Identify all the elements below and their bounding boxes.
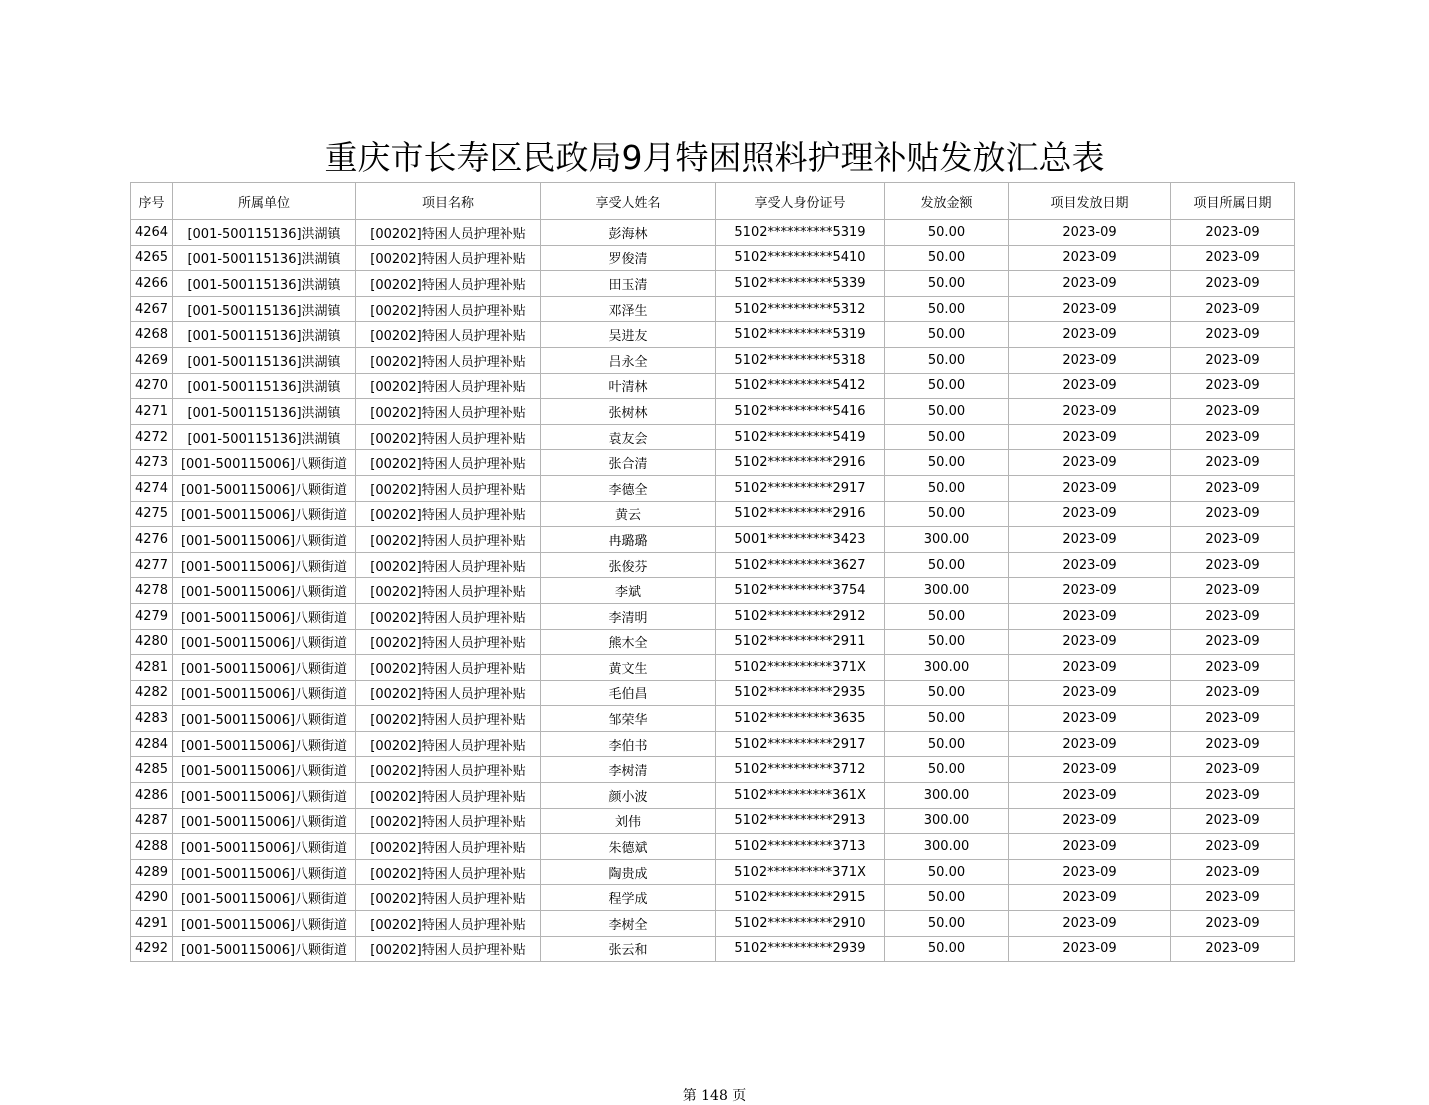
table-row [131, 911, 1295, 937]
cell-period-date: 2023-09 [1171, 578, 1295, 604]
cell-recipient-name: 田玉清 [541, 271, 716, 297]
cell-id-number: 5102**********2917 [716, 475, 885, 501]
cell-issue-date: 2023-09 [1009, 834, 1171, 860]
cell-id-number: 5102**********5410 [716, 245, 885, 271]
cell-issue-date: 2023-09 [1009, 450, 1171, 476]
cell-id-number: 5102**********2916 [716, 450, 885, 476]
cell-seq: 4283 [131, 706, 173, 732]
cell-seq: 4267 [131, 296, 173, 322]
cell-project-name: [00202]特困人员护理补贴 [356, 757, 541, 783]
cell-project-name: [00202]特困人员护理补贴 [356, 552, 541, 578]
cell-project-name: [00202]特困人员护理补贴 [356, 859, 541, 885]
cell-amount: 50.00 [885, 450, 1009, 476]
cell-recipient-name: 张云和 [541, 936, 716, 962]
cell-issue-date: 2023-09 [1009, 706, 1171, 732]
cell-period-date: 2023-09 [1171, 936, 1295, 962]
cell-unit: [001-500115006]八颗街道 [173, 936, 356, 962]
cell-period-date: 2023-09 [1171, 731, 1295, 757]
cell-id-number: 5102**********5312 [716, 296, 885, 322]
cell-seq: 4281 [131, 655, 173, 681]
cell-unit: [001-500115006]八颗街道 [173, 501, 356, 527]
cell-project-name: [00202]特困人员护理补贴 [356, 475, 541, 501]
cell-amount: 50.00 [885, 859, 1009, 885]
cell-unit: [001-500115006]八颗街道 [173, 527, 356, 553]
cell-amount: 50.00 [885, 911, 1009, 937]
cell-project-name: [00202]特困人员护理补贴 [356, 322, 541, 348]
cell-amount: 50.00 [885, 296, 1009, 322]
cell-amount: 300.00 [885, 527, 1009, 553]
cell-project-name: [00202]特困人员护理补贴 [356, 911, 541, 937]
header-seq: 序号 [131, 183, 173, 220]
cell-seq: 4264 [131, 220, 173, 246]
cell-id-number: 5001**********3423 [716, 527, 885, 553]
table-row [131, 731, 1295, 757]
table-row [131, 322, 1295, 348]
cell-id-number: 5102**********2912 [716, 603, 885, 629]
cell-recipient-name: 李树清 [541, 757, 716, 783]
cell-issue-date: 2023-09 [1009, 655, 1171, 681]
cell-id-number: 5102**********2910 [716, 911, 885, 937]
cell-unit: [001-500115006]八颗街道 [173, 911, 356, 937]
cell-amount: 300.00 [885, 578, 1009, 604]
cell-amount: 50.00 [885, 475, 1009, 501]
cell-unit: [001-500115006]八颗街道 [173, 475, 356, 501]
cell-unit: [001-500115006]八颗街道 [173, 885, 356, 911]
cell-unit: [001-500115136]洪湖镇 [173, 347, 356, 373]
cell-recipient-name: 吕永全 [541, 347, 716, 373]
cell-recipient-name: 李斌 [541, 578, 716, 604]
cell-recipient-name: 朱德斌 [541, 834, 716, 860]
cell-seq: 4287 [131, 808, 173, 834]
cell-seq: 4284 [131, 731, 173, 757]
table-row [131, 885, 1295, 911]
cell-project-name: [00202]特困人员护理补贴 [356, 603, 541, 629]
cell-issue-date: 2023-09 [1009, 220, 1171, 246]
cell-period-date: 2023-09 [1171, 680, 1295, 706]
cell-issue-date: 2023-09 [1009, 783, 1171, 809]
cell-project-name: [00202]特困人员护理补贴 [356, 501, 541, 527]
table-row [131, 603, 1295, 629]
cell-amount: 50.00 [885, 603, 1009, 629]
cell-recipient-name: 邹荣华 [541, 706, 716, 732]
cell-id-number: 5102**********2911 [716, 629, 885, 655]
cell-period-date: 2023-09 [1171, 220, 1295, 246]
cell-recipient-name: 陶贵成 [541, 859, 716, 885]
cell-period-date: 2023-09 [1171, 373, 1295, 399]
cell-unit: [001-500115006]八颗街道 [173, 655, 356, 681]
cell-recipient-name: 黄文生 [541, 655, 716, 681]
header-amount: 发放金额 [885, 183, 1009, 220]
table-row [131, 680, 1295, 706]
cell-seq: 4269 [131, 347, 173, 373]
table-row [131, 578, 1295, 604]
cell-seq: 4271 [131, 399, 173, 425]
cell-project-name: [00202]特困人员护理补贴 [356, 271, 541, 297]
cell-issue-date: 2023-09 [1009, 399, 1171, 425]
cell-period-date: 2023-09 [1171, 245, 1295, 271]
cell-seq: 4286 [131, 783, 173, 809]
cell-project-name: [00202]特困人员护理补贴 [356, 783, 541, 809]
cell-unit: [001-500115136]洪湖镇 [173, 271, 356, 297]
cell-seq: 4282 [131, 680, 173, 706]
cell-issue-date: 2023-09 [1009, 629, 1171, 655]
table-row [131, 296, 1295, 322]
cell-recipient-name: 邓泽生 [541, 296, 716, 322]
cell-period-date: 2023-09 [1171, 322, 1295, 348]
cell-unit: [001-500115006]八颗街道 [173, 783, 356, 809]
cell-project-name: [00202]特困人员护理补贴 [356, 424, 541, 450]
cell-period-date: 2023-09 [1171, 757, 1295, 783]
cell-unit: [001-500115006]八颗街道 [173, 757, 356, 783]
cell-id-number: 5102**********2916 [716, 501, 885, 527]
cell-id-number: 5102**********2917 [716, 731, 885, 757]
cell-seq: 4275 [131, 501, 173, 527]
cell-issue-date: 2023-09 [1009, 603, 1171, 629]
cell-id-number: 5102**********3627 [716, 552, 885, 578]
cell-period-date: 2023-09 [1171, 450, 1295, 476]
header-id-number: 享受人身份证号 [716, 183, 885, 220]
cell-recipient-name: 张合清 [541, 450, 716, 476]
cell-seq: 4278 [131, 578, 173, 604]
cell-amount: 50.00 [885, 322, 1009, 348]
table-row [131, 629, 1295, 655]
cell-id-number: 5102**********3713 [716, 834, 885, 860]
cell-project-name: [00202]特困人员护理补贴 [356, 808, 541, 834]
cell-id-number: 5102**********2913 [716, 808, 885, 834]
cell-id-number: 5102**********5412 [716, 373, 885, 399]
cell-project-name: [00202]特困人员护理补贴 [356, 629, 541, 655]
cell-period-date: 2023-09 [1171, 885, 1295, 911]
cell-seq: 4277 [131, 552, 173, 578]
page-number: 第 148 页 [682, 1088, 747, 1104]
table-row [131, 834, 1295, 860]
cell-period-date: 2023-09 [1171, 527, 1295, 553]
cell-amount: 50.00 [885, 424, 1009, 450]
cell-recipient-name: 李德全 [541, 475, 716, 501]
cell-project-name: [00202]特困人员护理补贴 [356, 373, 541, 399]
table-row [131, 373, 1295, 399]
cell-issue-date: 2023-09 [1009, 424, 1171, 450]
cell-seq: 4288 [131, 834, 173, 860]
cell-recipient-name: 罗俊清 [541, 245, 716, 271]
cell-issue-date: 2023-09 [1009, 501, 1171, 527]
cell-seq: 4290 [131, 885, 173, 911]
cell-issue-date: 2023-09 [1009, 296, 1171, 322]
table-row [131, 399, 1295, 425]
cell-recipient-name: 刘伟 [541, 808, 716, 834]
cell-project-name: [00202]特困人员护理补贴 [356, 578, 541, 604]
cell-period-date: 2023-09 [1171, 347, 1295, 373]
cell-period-date: 2023-09 [1171, 399, 1295, 425]
table-row [131, 245, 1295, 271]
cell-seq: 4289 [131, 859, 173, 885]
cell-period-date: 2023-09 [1171, 296, 1295, 322]
header-project-name: 项目名称 [356, 183, 541, 220]
cell-amount: 50.00 [885, 936, 1009, 962]
cell-recipient-name: 张树林 [541, 399, 716, 425]
cell-seq: 4270 [131, 373, 173, 399]
cell-seq: 4272 [131, 424, 173, 450]
cell-period-date: 2023-09 [1171, 808, 1295, 834]
table-row [131, 220, 1295, 246]
cell-amount: 50.00 [885, 245, 1009, 271]
table-row [131, 936, 1295, 962]
cell-id-number: 5102**********5319 [716, 322, 885, 348]
cell-id-number: 5102**********361X [716, 783, 885, 809]
cell-project-name: [00202]特困人员护理补贴 [356, 450, 541, 476]
cell-period-date: 2023-09 [1171, 706, 1295, 732]
cell-issue-date: 2023-09 [1009, 322, 1171, 348]
cell-id-number: 5102**********5319 [716, 220, 885, 246]
table-row [131, 527, 1295, 553]
cell-amount: 50.00 [885, 271, 1009, 297]
cell-unit: [001-500115006]八颗街道 [173, 450, 356, 476]
cell-period-date: 2023-09 [1171, 783, 1295, 809]
cell-period-date: 2023-09 [1171, 271, 1295, 297]
cell-id-number: 5102**********3712 [716, 757, 885, 783]
cell-unit: [001-500115006]八颗街道 [173, 834, 356, 860]
cell-period-date: 2023-09 [1171, 501, 1295, 527]
cell-seq: 4279 [131, 603, 173, 629]
cell-issue-date: 2023-09 [1009, 808, 1171, 834]
cell-unit: [001-500115006]八颗街道 [173, 680, 356, 706]
cell-project-name: [00202]特困人员护理补贴 [356, 655, 541, 681]
cell-unit: [001-500115136]洪湖镇 [173, 220, 356, 246]
cell-seq: 4273 [131, 450, 173, 476]
cell-recipient-name: 李清明 [541, 603, 716, 629]
cell-amount: 50.00 [885, 757, 1009, 783]
cell-recipient-name: 熊木全 [541, 629, 716, 655]
cell-issue-date: 2023-09 [1009, 552, 1171, 578]
cell-amount: 300.00 [885, 808, 1009, 834]
cell-amount: 50.00 [885, 373, 1009, 399]
cell-recipient-name: 张俊芬 [541, 552, 716, 578]
cell-period-date: 2023-09 [1171, 911, 1295, 937]
cell-period-date: 2023-09 [1171, 603, 1295, 629]
cell-unit: [001-500115136]洪湖镇 [173, 399, 356, 425]
cell-amount: 50.00 [885, 220, 1009, 246]
cell-project-name: [00202]特困人员护理补贴 [356, 834, 541, 860]
cell-id-number: 5102**********5419 [716, 424, 885, 450]
cell-seq: 4285 [131, 757, 173, 783]
cell-id-number: 5102**********371X [716, 655, 885, 681]
cell-seq: 4276 [131, 527, 173, 553]
cell-recipient-name: 李伯书 [541, 731, 716, 757]
cell-period-date: 2023-09 [1171, 552, 1295, 578]
cell-period-date: 2023-09 [1171, 475, 1295, 501]
table-body [131, 220, 1295, 962]
cell-project-name: [00202]特困人员护理补贴 [356, 680, 541, 706]
cell-amount: 50.00 [885, 501, 1009, 527]
cell-issue-date: 2023-09 [1009, 271, 1171, 297]
cell-unit: [001-500115006]八颗街道 [173, 578, 356, 604]
cell-seq: 4291 [131, 911, 173, 937]
cell-issue-date: 2023-09 [1009, 245, 1171, 271]
cell-issue-date: 2023-09 [1009, 347, 1171, 373]
cell-project-name: [00202]特困人员护理补贴 [356, 220, 541, 246]
cell-id-number: 5102**********371X [716, 859, 885, 885]
table-row [131, 808, 1295, 834]
cell-amount: 50.00 [885, 680, 1009, 706]
cell-seq: 4268 [131, 322, 173, 348]
cell-issue-date: 2023-09 [1009, 527, 1171, 553]
cell-amount: 50.00 [885, 885, 1009, 911]
cell-recipient-name: 彭海林 [541, 220, 716, 246]
cell-unit: [001-500115006]八颗街道 [173, 603, 356, 629]
cell-issue-date: 2023-09 [1009, 885, 1171, 911]
table-row [131, 783, 1295, 809]
cell-issue-date: 2023-09 [1009, 373, 1171, 399]
cell-period-date: 2023-09 [1171, 655, 1295, 681]
cell-unit: [001-500115006]八颗街道 [173, 629, 356, 655]
cell-amount: 300.00 [885, 655, 1009, 681]
table-row [131, 655, 1295, 681]
cell-period-date: 2023-09 [1171, 834, 1295, 860]
cell-issue-date: 2023-09 [1009, 731, 1171, 757]
cell-recipient-name: 叶清林 [541, 373, 716, 399]
cell-period-date: 2023-09 [1171, 629, 1295, 655]
header-recipient-name: 享受人姓名 [541, 183, 716, 220]
cell-unit: [001-500115136]洪湖镇 [173, 296, 356, 322]
cell-project-name: [00202]特困人员护理补贴 [356, 245, 541, 271]
cell-project-name: [00202]特困人员护理补贴 [356, 296, 541, 322]
cell-id-number: 5102**********2939 [716, 936, 885, 962]
cell-amount: 50.00 [885, 629, 1009, 655]
table-row [131, 347, 1295, 373]
table-row [131, 706, 1295, 732]
cell-id-number: 5102**********5416 [716, 399, 885, 425]
cell-period-date: 2023-09 [1171, 424, 1295, 450]
cell-amount: 50.00 [885, 706, 1009, 732]
cell-unit: [001-500115006]八颗街道 [173, 859, 356, 885]
cell-recipient-name: 吴进友 [541, 322, 716, 348]
cell-project-name: [00202]特困人员护理补贴 [356, 885, 541, 911]
cell-amount: 50.00 [885, 399, 1009, 425]
cell-period-date: 2023-09 [1171, 859, 1295, 885]
table-header-row [131, 183, 1295, 220]
cell-issue-date: 2023-09 [1009, 578, 1171, 604]
cell-id-number: 5102**********5339 [716, 271, 885, 297]
cell-seq: 4292 [131, 936, 173, 962]
table-row [131, 501, 1295, 527]
cell-project-name: [00202]特困人员护理补贴 [356, 527, 541, 553]
cell-issue-date: 2023-09 [1009, 936, 1171, 962]
cell-recipient-name: 颜小波 [541, 783, 716, 809]
cell-unit: [001-500115006]八颗街道 [173, 706, 356, 732]
cell-amount: 50.00 [885, 552, 1009, 578]
cell-amount: 300.00 [885, 783, 1009, 809]
table-row [131, 450, 1295, 476]
cell-unit: [001-500115006]八颗街道 [173, 731, 356, 757]
cell-seq: 4280 [131, 629, 173, 655]
header-unit: 所属单位 [173, 183, 356, 220]
cell-amount: 50.00 [885, 347, 1009, 373]
cell-id-number: 5102**********3635 [716, 706, 885, 732]
cell-project-name: [00202]特困人员护理补贴 [356, 731, 541, 757]
cell-unit: [001-500115136]洪湖镇 [173, 245, 356, 271]
header-period-date: 项目所属日期 [1171, 183, 1295, 220]
cell-unit: [001-500115136]洪湖镇 [173, 424, 356, 450]
cell-project-name: [00202]特困人员护理补贴 [356, 936, 541, 962]
cell-unit: [001-500115006]八颗街道 [173, 552, 356, 578]
cell-recipient-name: 冉璐璐 [541, 527, 716, 553]
page-title: 重庆市长寿区民政局9月特困照料护理补贴发放汇总表 [324, 138, 1105, 177]
cell-recipient-name: 程学成 [541, 885, 716, 911]
cell-project-name: [00202]特困人员护理补贴 [356, 399, 541, 425]
table-row [131, 475, 1295, 501]
cell-recipient-name: 黄云 [541, 501, 716, 527]
table-row [131, 271, 1295, 297]
cell-recipient-name: 袁友会 [541, 424, 716, 450]
table-row [131, 424, 1295, 450]
cell-issue-date: 2023-09 [1009, 911, 1171, 937]
cell-unit: [001-500115136]洪湖镇 [173, 373, 356, 399]
cell-id-number: 5102**********3754 [716, 578, 885, 604]
table-row [131, 757, 1295, 783]
cell-seq: 4266 [131, 271, 173, 297]
cell-recipient-name: 李树全 [541, 911, 716, 937]
cell-issue-date: 2023-09 [1009, 859, 1171, 885]
data-table [130, 182, 1295, 962]
cell-issue-date: 2023-09 [1009, 757, 1171, 783]
cell-unit: [001-500115006]八颗街道 [173, 808, 356, 834]
cell-seq: 4265 [131, 245, 173, 271]
cell-issue-date: 2023-09 [1009, 680, 1171, 706]
cell-id-number: 5102**********2935 [716, 680, 885, 706]
cell-recipient-name: 毛伯昌 [541, 680, 716, 706]
cell-unit: [001-500115136]洪湖镇 [173, 322, 356, 348]
cell-issue-date: 2023-09 [1009, 475, 1171, 501]
cell-amount: 50.00 [885, 731, 1009, 757]
cell-id-number: 5102**********5318 [716, 347, 885, 373]
header-issue-date: 项目发放日期 [1009, 183, 1171, 220]
cell-amount: 300.00 [885, 834, 1009, 860]
table-row [131, 859, 1295, 885]
cell-id-number: 5102**********2915 [716, 885, 885, 911]
cell-seq: 4274 [131, 475, 173, 501]
cell-project-name: [00202]特困人员护理补贴 [356, 706, 541, 732]
cell-project-name: [00202]特困人员护理补贴 [356, 347, 541, 373]
table-row [131, 552, 1295, 578]
